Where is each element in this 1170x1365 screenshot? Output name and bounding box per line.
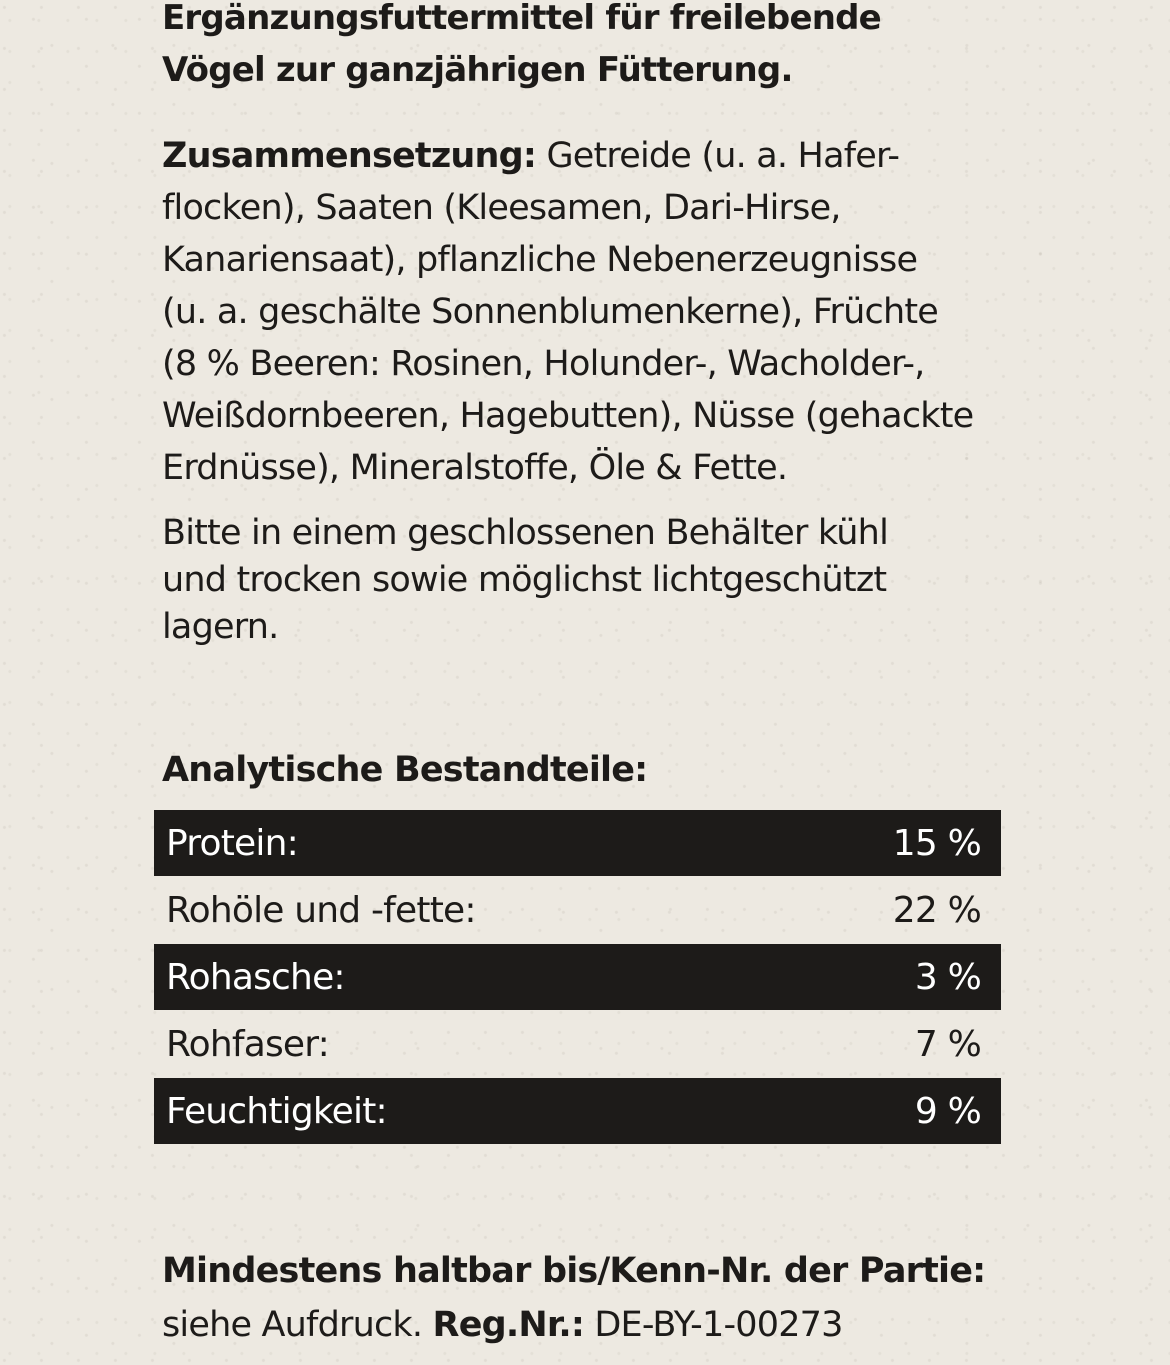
nutrient-table [154,810,1001,1145]
composition-line: Kanariensaat), pflanzliche Nebenerzeugnisse [162,240,918,280]
composition-line: (8 % Beeren: Rosinen, Holunder-, Wacholder-, [162,344,925,384]
intro-line-1: Ergänzungsfuttermittel für freilebende [162,0,881,38]
analytic-title: Analytische Bestandteile: [162,750,648,790]
composition-line: flocken), Saaten (Kleesamen, Dari-Hirse, [162,188,841,228]
composition-first-text: Getreide (u. a. Hafer- [546,136,900,176]
nutrient-row-crude-fibre [154,1011,1001,1077]
nutrient-value: 3 % [914,956,981,998]
storage-instructions [162,510,1022,651]
storage-line: lagern. [162,607,279,647]
composition-label: Zusammensetzung: [162,136,537,176]
composition-line: (u. a. geschälte Sonnenblumenkerne), Früchte [162,292,938,332]
best-before-label: Mindestens haltbar bis/Kenn-Nr. der Partie: [162,1251,986,1291]
composition-section [162,130,1022,494]
storage-line: und trocken sowie möglichst lichtgeschützt [162,560,887,600]
product-description [162,0,1022,96]
nutrient-value: 9 % [914,1090,981,1132]
footer-info [162,1244,1062,1352]
composition-line: Erdnüsse), Mineralstoffe, Öle & Fette. [162,448,788,488]
nutrient-row-protein [154,810,1001,876]
nutrient-name: Rohasche: [166,956,345,998]
nutrient-row-crude-ash [154,944,1001,1010]
nutrient-name: Protein: [166,822,298,864]
storage-line: Bitte in einem geschlossenen Behälter kühl [162,513,888,553]
nutrient-name: Rohfaser: [166,1023,329,1065]
nutrient-value: 7 % [914,1023,981,1065]
nutrient-value: 22 % [892,889,981,931]
registration-label: Reg.Nr.: [432,1305,585,1345]
nutrient-value: 15 % [892,822,981,864]
see-print-text: siehe Aufdruck. [162,1305,423,1345]
nutrient-name: Feuchtigkeit: [166,1090,387,1132]
nutrient-name: Rohöle und -fette: [166,889,476,931]
composition-line: Weißdornbeeren, Hagebutten), Nüsse (gehackte [162,396,974,436]
intro-line-2: Vögel zur ganzjährigen Fütterung. [162,50,793,90]
registration-number: DE-BY-1-00273 [594,1305,843,1345]
nutrient-row-moisture [154,1078,1001,1144]
nutrient-row-crude-oils-fats [154,877,1001,943]
